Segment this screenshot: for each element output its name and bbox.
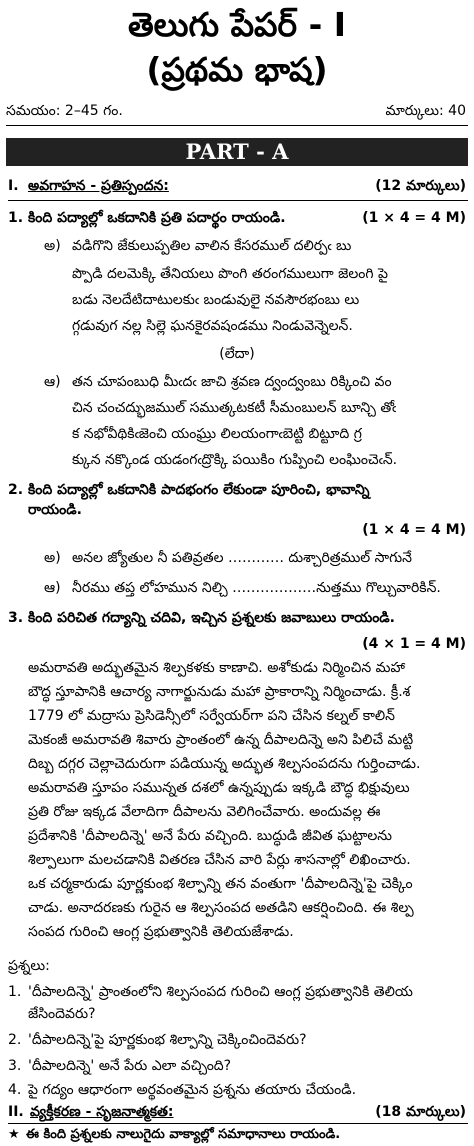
- section-2-number: II.: [8, 1104, 24, 1120]
- section-1-rule: [8, 200, 468, 201]
- q2-a-text: అనల జ్యోతుల నీ పతివ్రతల ………… దుశ్చారిత్రముల్ సాగునే: [72, 550, 412, 566]
- q1-text: కింది పద్యాల్లో ఒకదానికి ప్రతి పదార్థం రాయండి.: [28, 210, 286, 226]
- q1-aa-text-4: క్కున నక్కొండ యడంగఁద్రొక్కి పయికిం గుప్పించి లంఘించెఁన్.: [72, 452, 398, 468]
- q1-or: (లేదా): [219, 346, 255, 362]
- section-2-rule: [8, 1123, 468, 1124]
- subq-3-number: 3.: [8, 1058, 22, 1074]
- passage-text-10: ఒక చర్మకారుడు పూర్ణకుంభ శిల్పాన్ని తన వంతుగా 'దీపాలదిన్నె'పై చెక్కిం: [28, 876, 413, 892]
- q4-row: [0, 1130, 474, 1131]
- subq-4-text: పై గద్యం ఆధారంగా అర్థవంతమైన ప్రశ్నను తయారు చేయండి.: [28, 1082, 357, 1098]
- star-icon: ★: [8, 1127, 20, 1142]
- passage-text-6: అమరావతి స్తూపం సమున్నత దశలో ఉన్నప్పుడు ఇక్కడి బౌద్ధ భిక్షువులు: [28, 780, 410, 796]
- passage-text-12: సంపద గురించి ఆంగ్ల ప్రభుత్వానికి తెలియజేశాడు.: [28, 924, 294, 940]
- passage-text-11: చాడు. అనాదరణకు గురైన ఆ శిల్పసంపద అతడిని ఆకర్షించింది. ఈ శిల్ప: [28, 900, 414, 916]
- section-2-instr-marks-row: [0, 1128, 474, 1129]
- subq-2-text: 'దీపాలదిన్నె'పై పూర్ణకుంభ శిల్పాన్ని చెక్కించిందెవరు?: [28, 1032, 307, 1048]
- q3-text: కింది పరిచిత గద్యాన్ని చదివి, ఇచ్చిన ప్రశ్నలకు జవాబులు రాయండి.: [28, 610, 395, 626]
- section-2-instruction: ఈ కింది ప్రశ్నలకు నాలుగైదు వాక్యాల్లో సమాధానాలు రాయండి.: [26, 1127, 341, 1142]
- subq-2-number: 2.: [8, 1032, 22, 1048]
- q2-marks: (1 × 4 = 4 M): [362, 522, 466, 538]
- passage-text-5: దిబ్బ దగ్గర చెల్లాచెదురుగా పడియున్న అద్భుత శిల్పసంపదను గుర్తించాడు.: [28, 756, 421, 772]
- q1-a-text-1: వడిగొని జేకులుప్పతిల వాలిన కేసరముల్ దలిర్పఁ బు: [72, 238, 352, 254]
- header-rule: [6, 125, 468, 126]
- q1-a-text-4: గ్గడువుగ నల్ల సిల్లె ఘనకైరవషండము నిండువెన్నెలన్.: [72, 318, 353, 334]
- q2-number: 2.: [8, 482, 24, 498]
- passage-text-9: శిల్పాలుగా మలచడానికి వితరణ చేసిన వారి పేర్లు శాసనాల్లో లిఖించారు.: [28, 852, 411, 868]
- subq-1-text-1: 'దీపాలదిన్నె' ప్రాంతంలోని శిల్పసంపద గురించి ఆంగ్ల ప్రభుత్వానికి తెలియ: [28, 984, 413, 1000]
- subq-1-number: 1.: [8, 984, 22, 1000]
- q3-number: 3.: [8, 610, 24, 626]
- page-subtitle: (ప్రథమ భాష): [146, 50, 328, 89]
- section-1-marks: (12 మార్కులు): [375, 178, 466, 194]
- section-2-marks: (18 మార్కులు): [375, 1104, 466, 1120]
- exam-marks: మార్కులు: 40: [385, 103, 466, 119]
- q1-a-text-2: ప్పొడి దలమెక్కి తేనియలు పొంగి తరంగములుగా జెలంగి పై: [72, 266, 388, 282]
- q2-a-label: అ): [44, 550, 61, 566]
- passage-text-1: అమరావతి అద్భుతమైన శిల్పకళకు కాణాచి. అశోకుడు నిర్మించిన మహా: [28, 660, 405, 676]
- part-banner: PART - A: [6, 138, 468, 166]
- q2-text-1: కింది పద్యాల్లో ఒకదానికి పాదభంగం లేకుండా పూరించి, భావాన్ని: [28, 482, 370, 498]
- q2-aa-text: నీరము తప్త లోహమున నిల్చి ………………నుత్తము గొల్చువారికిన్.: [72, 580, 441, 596]
- section-1-heading: అవగాహన - ప్రతిస్పందన:: [28, 178, 169, 194]
- q1-aa-text-1: తన చూపంబుధి మీఁదఁ జాచి శ్రవణ ద్వంద్వంబు రిక్కించి వం: [72, 374, 392, 390]
- q2-aa-label: ఆ): [44, 580, 61, 596]
- section-2-heading: వ్యక్తీకరణ - సృజనాత్మకత:: [30, 1104, 174, 1120]
- passage-text-8: ప్రదేశానికి 'దీపాలదిన్నె' అనే పేరు వచ్చింది. బుద్ధుడి జీవిత ఘట్టాలను: [28, 828, 392, 844]
- section-1-number: I.: [8, 178, 19, 194]
- subq-3-text: 'దీపాలదిన్నె' అనే పేరు ఎలా వచ్చింది?: [28, 1058, 232, 1074]
- subq-4-number: 4.: [8, 1082, 22, 1098]
- passage-text-3: 1779 లో మద్రాసు ప్రెసిడెన్సీలో సర్వేయర్‌గా పని చేసిన కల్నల్ కాలిన్: [28, 708, 396, 724]
- q3-marks: (4 × 1 = 4 M): [362, 636, 466, 652]
- q1-marks: (1 × 4 = 4 M): [362, 210, 466, 226]
- q2-text-2: రాయండి.: [28, 502, 82, 518]
- questions-label: ప్రశ్నలు:: [8, 958, 50, 974]
- section-2-instr-marks: (4 × 2 = 8 M): [458, 1128, 466, 1129]
- passage-text-2: బౌద్ధ స్తూపానికి ఆచార్య నాగార్జునుడు మహా ప్రాకారాన్ని నిర్మించాడు. క్రీ.శ: [28, 684, 411, 700]
- q1-aa-text-3: క నభోవీథికిఁజెంచి యంఘ్రు లిలయంగాఁబెట్టి బిట్టూది గ్ర: [72, 426, 362, 442]
- page-title: తెలుగు పేపర్ - I: [127, 5, 347, 44]
- exam-time: సమయం: 2–45 గం.: [6, 103, 123, 119]
- q4-number: 4.: [8, 1130, 10, 1131]
- passage-text-7: ప్రతి రోజు ఇక్కడ వేలాదిగా దీపాలను వెలిగించేవారు. అందువల్ల ఈ: [28, 804, 381, 820]
- q1-aa-text-2: చిన చంచద్భుజముల్ సముత్కటకటీ సీమంబులన్ బూన్చి తోఁ: [72, 400, 397, 416]
- q1-a-text-3: బడు నెలదేటిదాటులకుఁ బండువులై నవసౌరభంబు లు: [72, 292, 360, 308]
- q4-text: భీమసేనుని వ్యాసుని వ్యక్తిత్వాన్ని వర్ణించిన శ్రీనాథుని గురించి వివరించండి.: [28, 1130, 57, 1131]
- q1-aa-label: ఆ): [44, 374, 61, 390]
- q1-a-label: అ): [44, 238, 61, 254]
- q1-number: 1.: [8, 210, 24, 226]
- passage-text-4: మెకంజీ అమరావతి శివారు ప్రాంతంలో ఉన్న దీపాలదిన్నె అని పిలిచే మట్టి: [28, 732, 414, 748]
- subq-1-text-2: జేసిందెవరు?: [28, 1006, 96, 1022]
